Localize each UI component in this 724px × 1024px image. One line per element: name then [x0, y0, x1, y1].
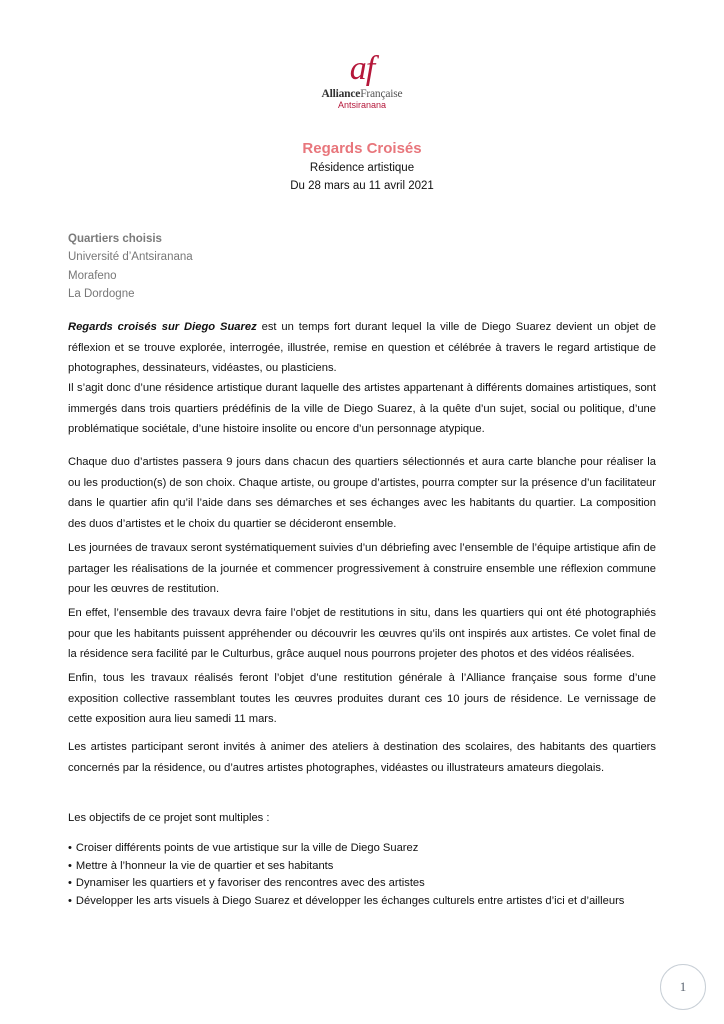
title-block [0, 139, 724, 195]
paragraph-ateliers [68, 737, 656, 778]
paragraph-text: Enfin, tous les travaux réalisés feront l’objet d’une restitution générale à l’Alliance française sous forme d’une exposition collective rassemblant toutes les œuvres produites durant ces 10 jours de résidence. Le vernissage de cette exposition aura lieu samedi 11 mars. [68, 672, 656, 725]
objective-item: • Dynamiser les quartiers et y favoriser des rencontres avec des artistes [68, 875, 624, 893]
paragraph-text: Les objectifs de ce projet sont multiples : [68, 812, 270, 824]
objective-item: • Croiser différents points de vue artistique sur la ville de Diego Suarez [68, 840, 624, 858]
paragraph-duo [68, 452, 656, 534]
page-number-badge [660, 964, 706, 1010]
quartier-item: Université d’Antsiranana [68, 251, 193, 264]
quartier-item: Morafeno [68, 269, 117, 282]
quartier-item: La Dordogne [68, 287, 135, 300]
quartiers-section [68, 230, 193, 303]
paragraph-text: Les journées de travaux seront systématiquement suivies d’un débriefing avec l’ensemble de l’équipe artistique afin de partager les réalisations de la journée et commencer progressivement à construire ensemble une réflexion commune pour les œuvres de restitution. [68, 542, 656, 595]
document-dates: Du 28 mars au 11 avril 2021 [290, 180, 434, 192]
objective-item: • Mettre à l’honneur la vie de quartier et ses habitants [68, 858, 624, 876]
objective-item: • Développer les arts visuels à Diego Suarez et développer les échanges culturels entre artistes d’ici et d’ailleurs [68, 893, 624, 911]
logo-organization-name [0, 88, 724, 100]
paragraph-restitution [68, 603, 656, 665]
document-title: Regards Croisés [302, 140, 422, 157]
objectives-list [68, 840, 624, 910]
page-number: 1 [679, 979, 687, 994]
logo-name-bold: Alliance [321, 88, 361, 100]
paragraph-text: Il s’agit donc d’une résidence artistique durant laquelle des artistes appartenant à différents domaines artistiques, sont immergés dans trois quartiers prédéfinis de la ville de Diego Suarez, à la quête d’un sujet, social ou politique, d’une problématique sociétale, d’une histoire insolite ou encore d’un personnage atypique. [68, 382, 656, 435]
paragraph-exposition [68, 668, 656, 730]
objectives-intro [68, 808, 656, 829]
af-logo-mark: af [349, 50, 375, 87]
paragraph-intro [68, 317, 656, 379]
intro-lead: Regards croisés sur Diego Suarez [68, 321, 257, 333]
quartiers-heading: Quartiers choisis [68, 233, 162, 245]
logo-name-regular: Française [360, 88, 403, 100]
document-subtitle: Résidence artistique [309, 162, 415, 174]
alliance-francaise-logo [0, 52, 724, 110]
paragraph-text: Chaque duo d’artistes passera 9 jours dans chacun des quartiers sélectionnés et aura carte blanche pour réaliser la ou les production(s) de son choix. Chaque artiste, ou groupe d’artistes, pourra compter sur la présence d’un facilitateur dans le quartier afin qu’il l’aide dans ses démarches et ses échanges avec les habitants du quartier. La composition des duos d’artistes et le choix du quartier se décideront ensemble. [68, 456, 656, 530]
paragraph-text: Les artistes participant seront invités à animer des ateliers à destination des scolaires, des habitants des quartiers concernés par la résidence, ou d’autres artistes photographes, vidéastes ou illustrateurs amateurs diegolais. [68, 741, 656, 774]
paragraph-debriefing [68, 538, 656, 600]
paragraph-residence [68, 378, 656, 440]
intro-text: est un temps fort durant lequel la ville de Diego Suarez devient un objet de réflexion et se trouve explorée, interrogée, illustrée, remise en question et célébrée à travers le regard artistique de photographes, dessinateurs, vidéastes, ou plasticiens. [68, 321, 656, 374]
logo-city: Antsiranana [337, 100, 387, 110]
paragraph-text: En effet, l’ensemble des travaux devra faire l’objet de restitutions in situ, dans les quartiers qui ont été photographiés pour que les habitants puissent appréhender ou découvrir les œuvres qu’ils ont inspirés aux artistes. Ce volet final de la résidence sera facilité par le Culturbus, grâce auquel nous pourrons projeter des photos et des vidéos réalisées. [68, 607, 656, 660]
